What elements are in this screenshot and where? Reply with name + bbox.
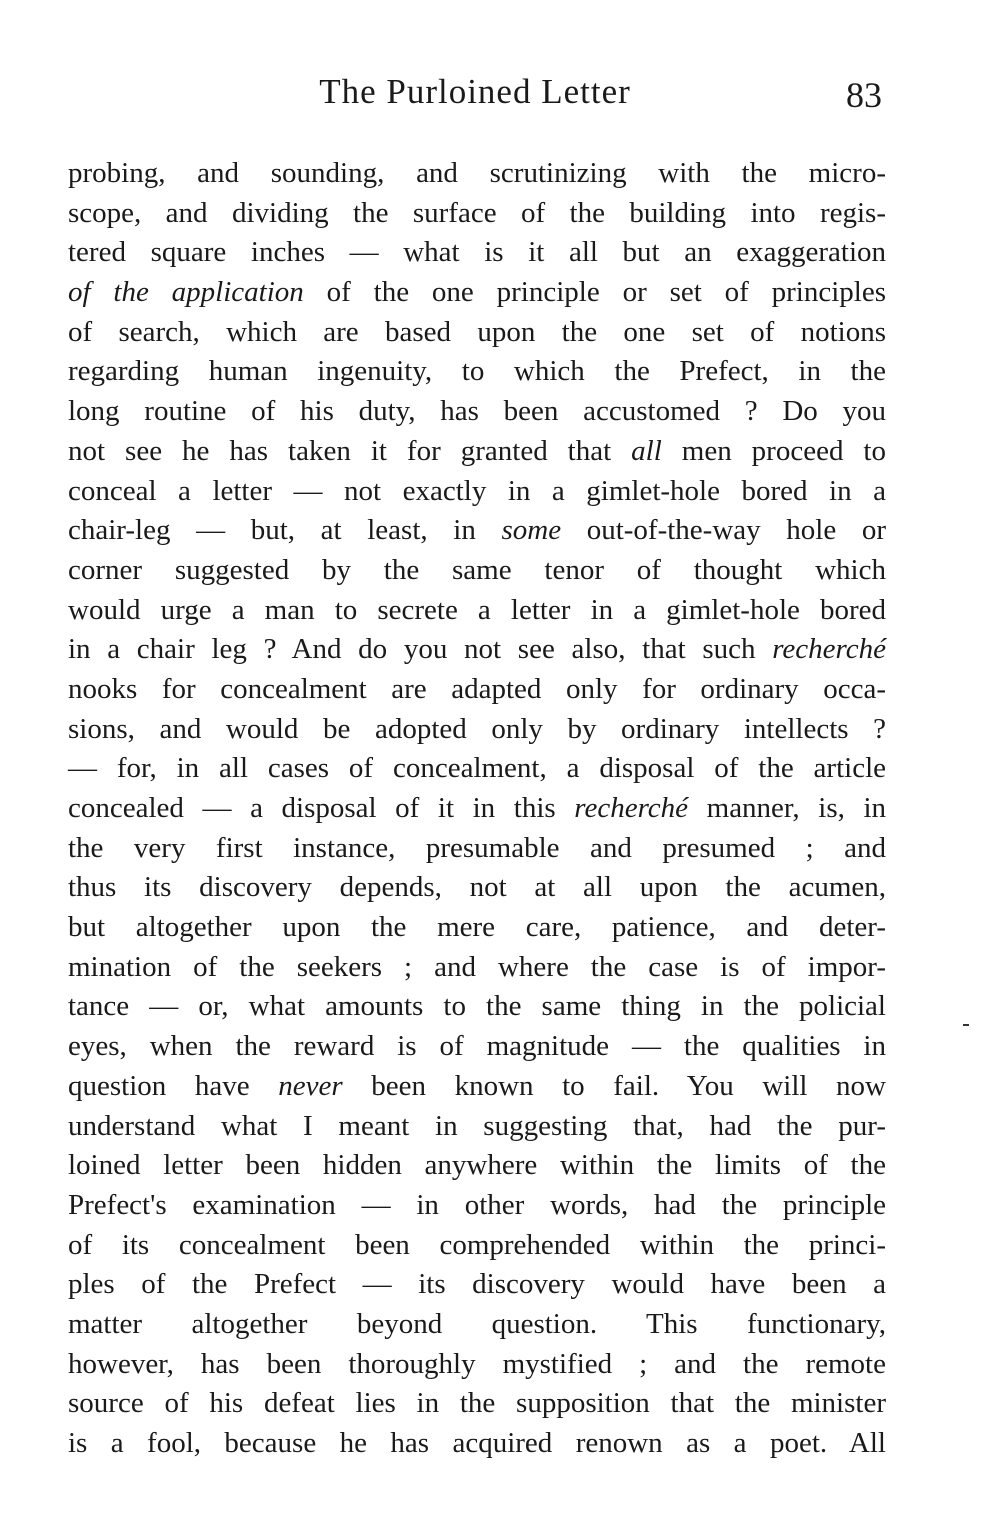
text-line bbox=[68, 1265, 886, 1305]
text-segment: the very first instance, presumable and presumed ; and bbox=[68, 831, 886, 864]
text-line bbox=[68, 233, 886, 273]
italic-text: all bbox=[631, 434, 662, 467]
text-segment: source of his defeat lies in the supposition that the minister bbox=[68, 1387, 886, 1420]
text-segment: been known to fail. You will now bbox=[342, 1069, 886, 1102]
text-line bbox=[68, 551, 886, 591]
page-number: 83 bbox=[846, 75, 882, 115]
text-line bbox=[68, 948, 886, 988]
text-segment: would urge a man to secrete a letter in a gimlet-hole bored bbox=[68, 593, 886, 626]
text-segment: however, has been thoroughly mystified ; and the remote bbox=[68, 1347, 886, 1380]
text-segment: but altogether upon the mere care, patience, and deter- bbox=[68, 911, 886, 944]
text-segment: mination of the seekers ; and where the case is of impor- bbox=[68, 950, 886, 983]
text-segment: regarding human ingenuity, to which the Prefect, in the bbox=[68, 355, 886, 388]
text-segment: out-of-the-way hole or bbox=[561, 514, 886, 547]
text-segment: not see he has taken it for granted that bbox=[68, 434, 632, 467]
text-line bbox=[68, 194, 886, 234]
text-line bbox=[68, 154, 886, 194]
text-segment: concealed — a disposal of it in this bbox=[68, 792, 575, 824]
text-segment: men proceed to bbox=[661, 434, 886, 467]
text-segment: of the one principle or set of principles bbox=[303, 276, 886, 309]
text-segment: in a chair leg ? And do you not see also, that such bbox=[68, 633, 773, 666]
text-line bbox=[68, 1146, 886, 1186]
text-segment: tance — or, what amounts to the same thing in the policial bbox=[68, 990, 886, 1023]
text-segment: tered square inches — what is it all but an exaggeration bbox=[68, 236, 886, 269]
text-segment: matter altogether beyond question. This functionary, bbox=[68, 1307, 886, 1340]
text-line bbox=[68, 1107, 886, 1147]
text-line bbox=[68, 313, 886, 353]
text-segment: sions, and would be adopted only by ordinary intellects ? bbox=[68, 712, 886, 745]
italic-text: recherché bbox=[574, 792, 689, 824]
text-segment: chair-leg — but, at least, in bbox=[68, 514, 502, 547]
text-segment: thus its discovery depends, not at all upon the acumen, bbox=[68, 871, 886, 904]
text-segment: — for, in all cases of concealment, a disposal of the article bbox=[68, 752, 886, 785]
text-segment: nooks for concealment are adapted only for ordinary occa- bbox=[68, 672, 886, 705]
body-text bbox=[68, 154, 886, 1464]
text-segment: eyes, when the reward is of magnitude — the qualities in bbox=[68, 1030, 886, 1063]
text-line bbox=[68, 1067, 886, 1107]
text-segment: scope, and dividing the surface of the building into regis- bbox=[68, 196, 886, 229]
text-segment: of its concealment been comprehended within the princi- bbox=[68, 1228, 886, 1261]
text-segment: manner, is, in bbox=[688, 792, 886, 824]
stray-ink-mark bbox=[963, 1024, 969, 1026]
text-segment: ples of the Prefect — its discovery would have been a bbox=[68, 1268, 886, 1301]
italic-text: never bbox=[278, 1069, 343, 1102]
text-line bbox=[68, 670, 886, 710]
text-line bbox=[68, 987, 886, 1027]
text-segment: Prefect's examination — in other words, had the principle bbox=[68, 1188, 886, 1221]
italic-text: recherché bbox=[772, 633, 886, 666]
text-line bbox=[68, 432, 886, 472]
text-line bbox=[68, 630, 886, 670]
text-line bbox=[68, 1345, 886, 1385]
text-line bbox=[68, 710, 886, 750]
text-line bbox=[68, 789, 886, 829]
text-line bbox=[68, 1186, 886, 1226]
running-title: The Purloined Letter bbox=[319, 72, 631, 111]
text-line bbox=[68, 1424, 886, 1464]
text-segment: probing, and sounding, and scrutinizing with the micro- bbox=[68, 157, 886, 189]
text-segment: conceal a letter — not exactly in a gimlet-hole bored in a bbox=[68, 474, 886, 507]
text-segment: is a fool, because he has acquired renown as a poet. All bbox=[68, 1427, 886, 1459]
text-line bbox=[68, 908, 886, 948]
text-segment: question have bbox=[68, 1069, 279, 1102]
text-segment: loined letter been hidden anywhere within the limits of the bbox=[68, 1149, 886, 1182]
text-line bbox=[68, 273, 886, 313]
text-segment: understand what I meant in suggesting that, had the pur- bbox=[68, 1109, 886, 1142]
italic-text: of the application bbox=[68, 276, 304, 309]
text-line bbox=[68, 1027, 886, 1067]
italic-text: some bbox=[501, 514, 562, 547]
page-header bbox=[0, 72, 1000, 120]
text-line bbox=[68, 868, 886, 908]
text-line bbox=[68, 1226, 886, 1266]
text-line bbox=[68, 352, 886, 392]
text-line bbox=[68, 829, 886, 869]
text-segment: long routine of his duty, has been accustomed ? Do you bbox=[68, 395, 886, 428]
text-line bbox=[68, 472, 886, 512]
text-segment: of search, which are based upon the one set of notions bbox=[68, 315, 886, 348]
text-line bbox=[68, 591, 886, 631]
text-line bbox=[68, 1305, 886, 1345]
text-line bbox=[68, 1384, 886, 1424]
text-segment: corner suggested by the same tenor of thought which bbox=[68, 553, 886, 586]
text-line bbox=[68, 511, 886, 551]
text-line bbox=[68, 749, 886, 789]
text-line bbox=[68, 392, 886, 432]
